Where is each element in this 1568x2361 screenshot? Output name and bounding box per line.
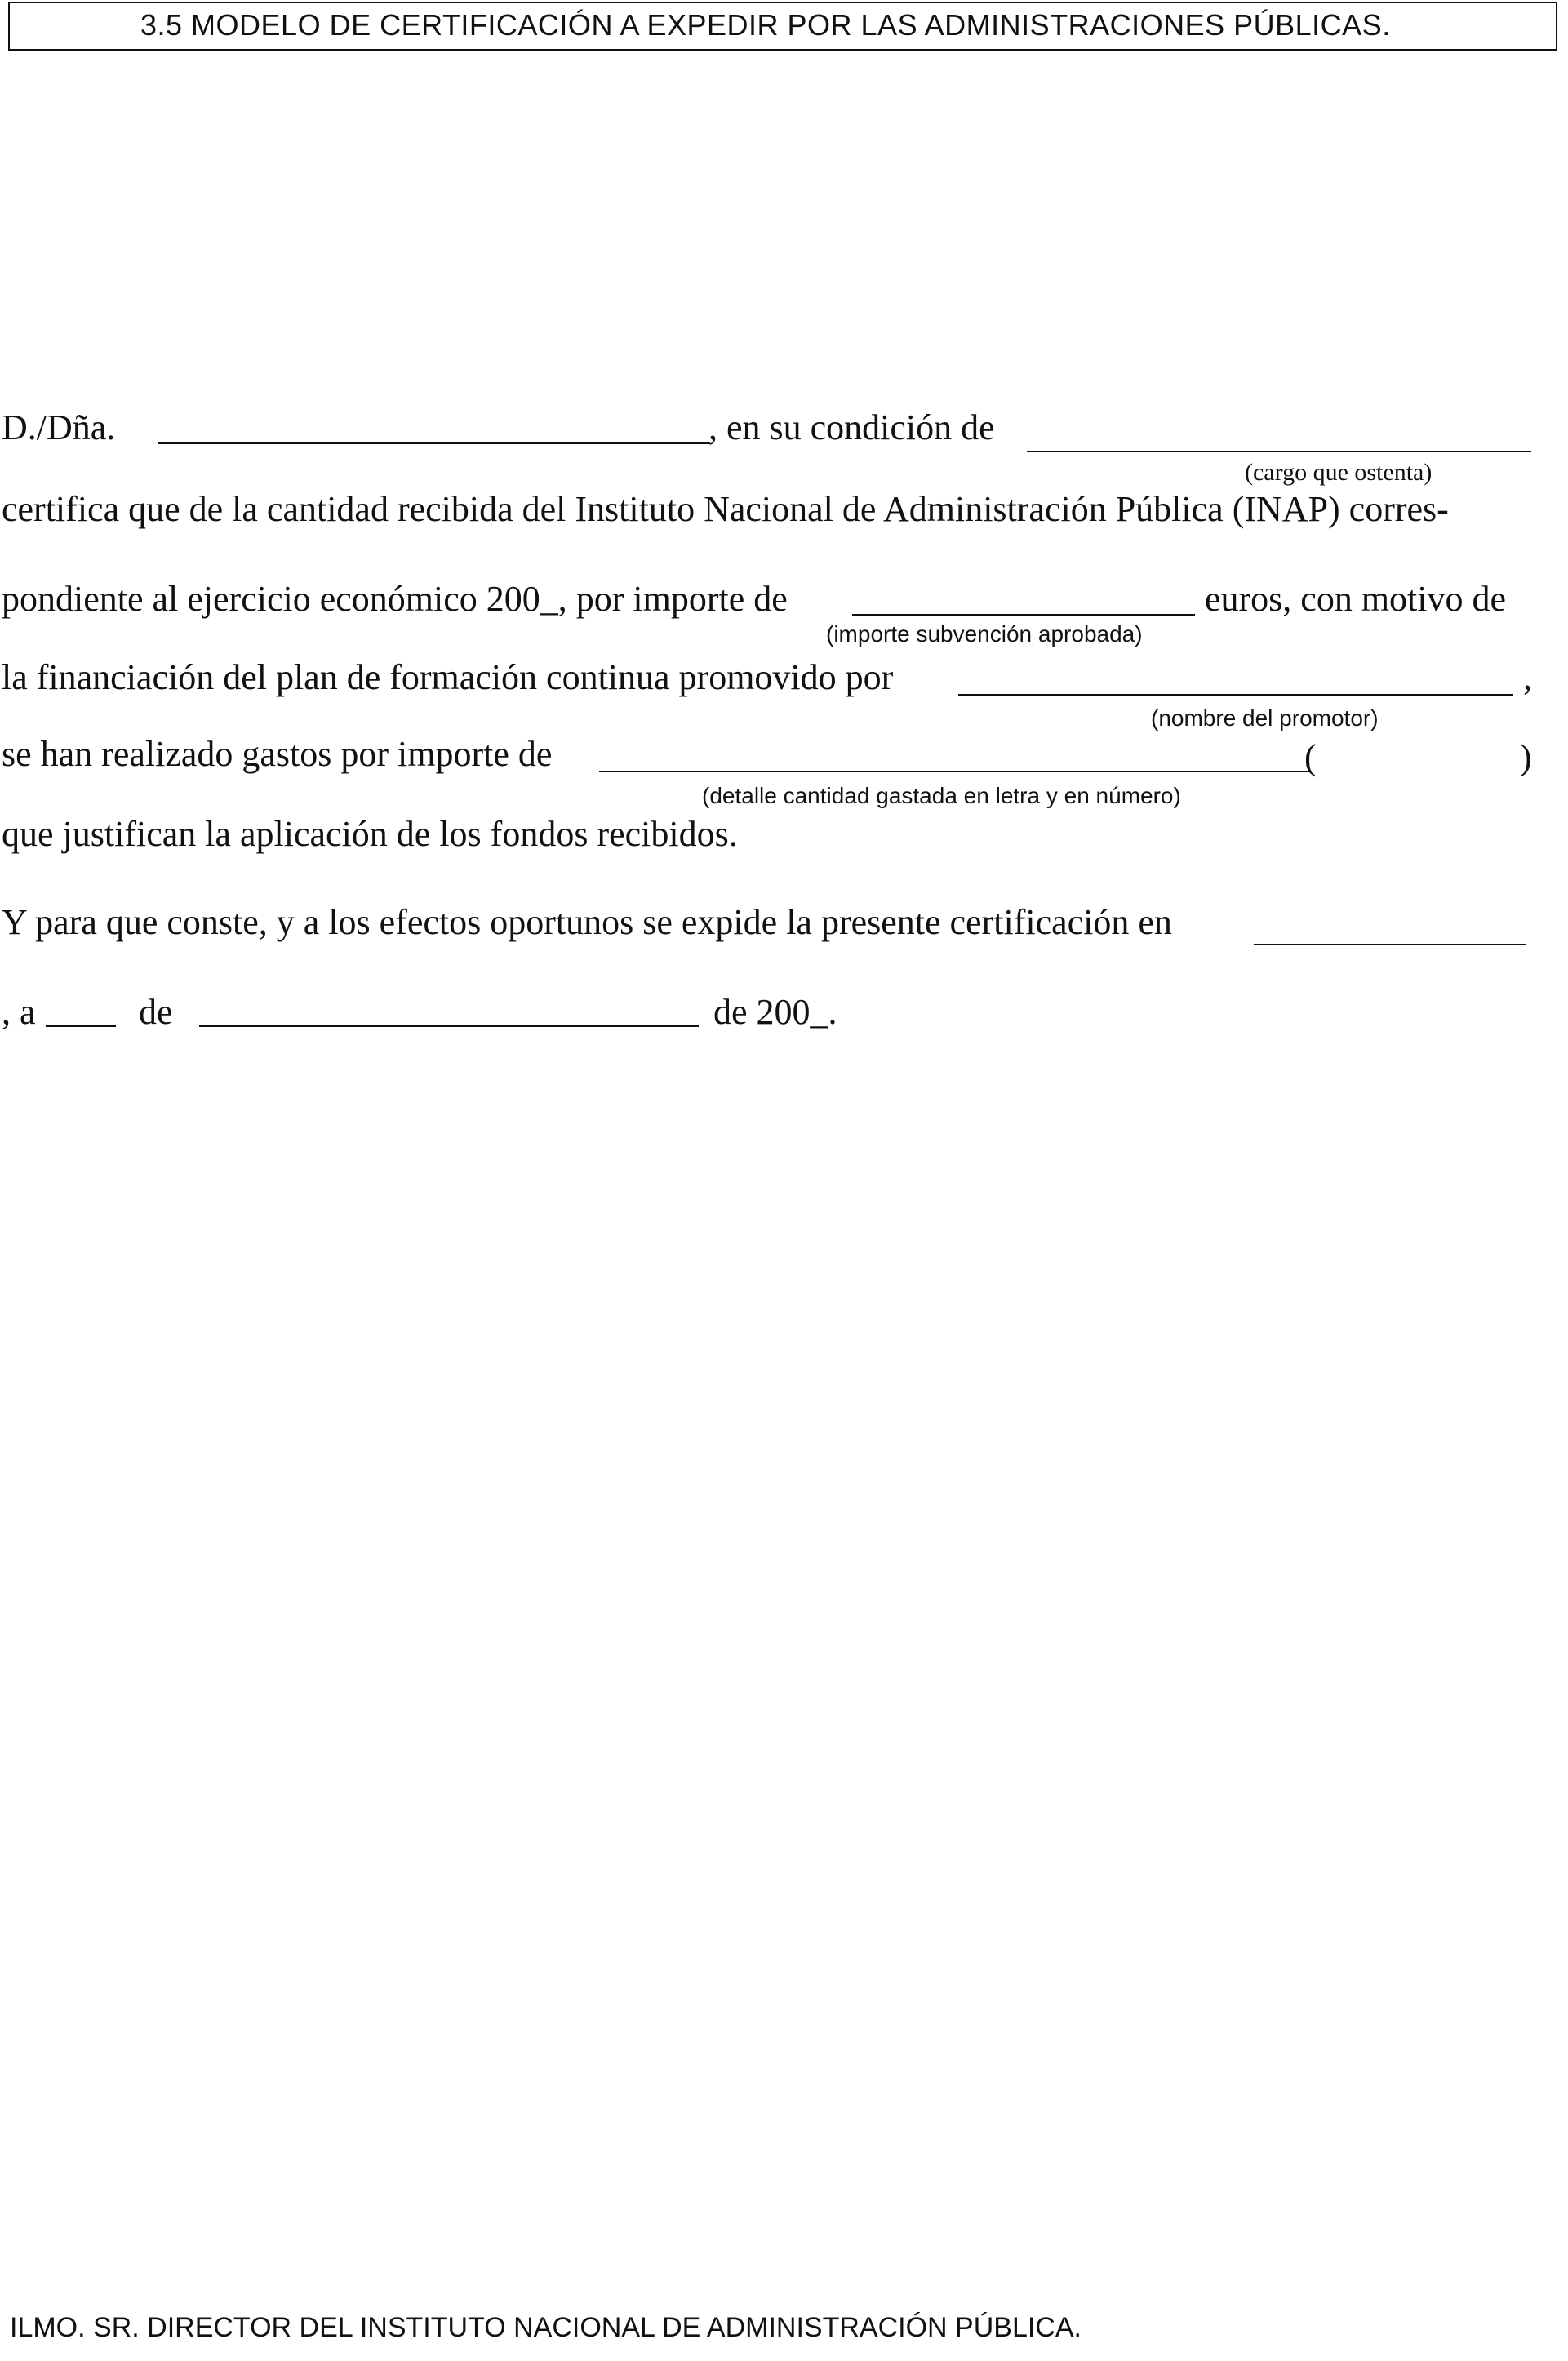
month-field[interactable] (199, 1025, 699, 1027)
line1-prefix: D./Dña. (2, 407, 116, 447)
place-field[interactable] (1254, 944, 1526, 945)
line8-suffix: de 200_. (713, 992, 837, 1032)
position-field-hint: (cargo que ostenta) (1245, 459, 1433, 486)
name-field[interactable] (158, 442, 710, 444)
line5-paren-open: ( (1304, 737, 1317, 777)
line8-de: de (139, 992, 173, 1032)
line3-suffix: euros, con motivo de (1205, 579, 1507, 619)
line2-text: certifica que de la cantidad recibida del Instituto Nacional de Administración Pública (INAP) corres- (2, 489, 1449, 529)
spent-amount-field[interactable] (599, 771, 1311, 772)
section-header-box (8, 2, 1557, 51)
line4-suffix: , (1523, 657, 1532, 697)
line1-middle: , en su condición de (708, 407, 995, 447)
approved-amount-field[interactable] (852, 614, 1195, 616)
addressee: ILMO. SR. DIRECTOR DEL INSTITUTO NACIONAL DE ADMINISTRACIÓN PÚBLICA. (10, 2312, 1082, 2343)
line5-paren-close: ) (1520, 737, 1532, 777)
approved-amount-hint: (importe subvención aprobada) (826, 621, 1143, 647)
day-field[interactable] (46, 1025, 116, 1027)
spent-amount-hint: (detalle cantidad gastada en letra y en número) (702, 783, 1181, 808)
line7-prefix: Y para que conste, y a los efectos oportunos se expide la presente certificación en (2, 902, 1172, 942)
line6-text: que justifican la aplicación de los fondos recibidos. (2, 814, 738, 854)
line4-prefix: la financiación del plan de formación continua promovido por (2, 657, 894, 697)
promoter-field[interactable] (958, 694, 1513, 696)
position-field[interactable] (1027, 451, 1531, 452)
line5-prefix: se han realizado gastos por importe de (2, 734, 553, 774)
line3-prefix: pondiente al ejercicio económico 200_, por importe de (2, 579, 788, 619)
section-title: 3.5 MODELO DE CERTIFICACIÓN A EXPEDIR POR LAS ADMINISTRACIONES PÚBLICAS. (140, 8, 1391, 42)
line8-prefix: , a (2, 992, 36, 1032)
promoter-hint: (nombre del promotor) (1151, 705, 1379, 731)
